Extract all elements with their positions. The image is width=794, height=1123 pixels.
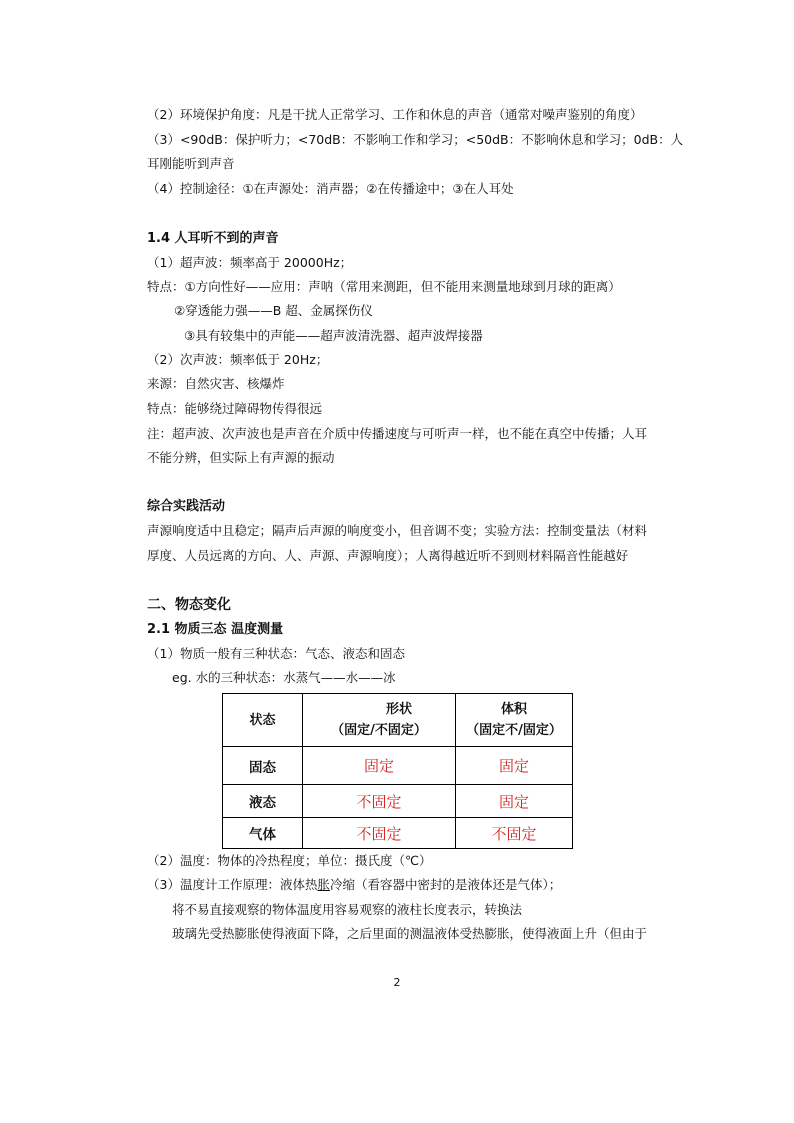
text-line: （2）环境保护角度：凡是干扰人正常学习、工作和休息的声音（通常对噪声鉴别的角度） bbox=[147, 107, 643, 122]
cell-shape: 不固定 bbox=[303, 818, 456, 849]
text-line: 来源：自然灾害、核爆炸 bbox=[147, 376, 285, 391]
text-line: 特点：能够绕过障碍物传得很远 bbox=[147, 401, 323, 416]
header-volume bbox=[456, 694, 573, 747]
states-table bbox=[222, 693, 573, 849]
text-line: 特点：①方向性好——应用：声呐（常用来测距，但不能用来测量地球到月球的距离） bbox=[147, 279, 621, 294]
row-state: 气体 bbox=[223, 818, 303, 849]
text-line: 玻璃先受热膨胀使得液面下降，之后里面的测温液体受热膨胀，使得液面上升（但由于 bbox=[172, 926, 648, 941]
row-state: 固态 bbox=[223, 747, 303, 785]
text-line: ②穿透能力强——B 超、金属探伤仪 bbox=[174, 303, 373, 318]
row-state: 液态 bbox=[223, 785, 303, 818]
cell-volume: 固定 bbox=[456, 785, 573, 818]
text-line: 不能分辨，但实际上有声源的振动 bbox=[147, 450, 335, 465]
underlined-char: 胀 bbox=[317, 877, 330, 892]
header-volume-note: （固定不/固定） bbox=[466, 723, 562, 738]
text-line: 注：超声波、次声波也是声音在介质中传播速度与可听声一样，也不能在真空中传播；人耳 bbox=[147, 426, 648, 441]
chapter-heading: 二、物态变化 bbox=[147, 597, 231, 613]
text-line: eg. 水的三种状态：水蒸气——水——冰 bbox=[172, 670, 396, 685]
header-state: 状态 bbox=[223, 694, 303, 747]
text-line: ③具有较集中的声能——超声波清洗器、超声波焊接器 bbox=[184, 328, 483, 343]
text-line: （2）次声波：频率低于 20Hz； bbox=[147, 352, 329, 367]
text-line: （1）超声波：频率高于 20000Hz； bbox=[147, 255, 353, 270]
text-line: （4）控制途径：①在声源处：消声器；②在传播途中；③在人耳处 bbox=[147, 181, 514, 196]
cell-volume: 不固定 bbox=[456, 818, 573, 849]
text-line: 将不易直接观察的物体温度用容易观察的液柱长度表示，转换法 bbox=[172, 902, 523, 917]
text-line: （2）温度：物体的冷热程度；单位：摄氏度（℃） bbox=[147, 853, 432, 868]
table-row bbox=[223, 747, 573, 785]
header-shape-note: （固定/不固定） bbox=[331, 723, 427, 738]
text-segment: （3）温度计工作原理：液体热 bbox=[147, 877, 318, 892]
header-shape bbox=[303, 694, 456, 747]
table-header-row bbox=[223, 694, 573, 747]
text-segment: 冷缩（看容器中密封的是液体还是气体）； bbox=[329, 877, 562, 892]
table-row bbox=[223, 818, 573, 849]
page-number: 2 bbox=[393, 976, 401, 989]
text-line: （1）物质一般有三种状态：气态、液态和固态 bbox=[147, 646, 405, 661]
text-line: 声源响度适中且稳定；隔声后声源的响度变小，但音调不变；实验方法：控制变量法（材料 bbox=[147, 523, 648, 538]
section-heading-2-1: 2.1 物质三态 温度测量 bbox=[147, 622, 284, 637]
text-line: 厚度、人员远离的方向、人、声源、声源响度）；人离得越近听不到则材料隔音性能越好 bbox=[147, 548, 629, 563]
cell-volume: 固定 bbox=[456, 747, 573, 785]
header-shape-label: 形状 bbox=[385, 702, 412, 717]
header-volume-label: 体积 bbox=[500, 702, 527, 717]
text-line: 耳刚能听到声音 bbox=[147, 156, 235, 171]
section-heading-1-4: 1.4 人耳听不到的声音 bbox=[147, 231, 279, 246]
text-line bbox=[147, 877, 561, 893]
table-row bbox=[223, 785, 573, 818]
section-heading-practice: 综合实践活动 bbox=[147, 499, 226, 514]
text-line: （3）<90dB：保护听力；<70dB：不影响工作和学习；<50dB：不影响休息和学习；0dB：人 bbox=[147, 132, 684, 147]
cell-shape: 不固定 bbox=[303, 785, 456, 818]
cell-shape: 固定 bbox=[303, 747, 456, 785]
